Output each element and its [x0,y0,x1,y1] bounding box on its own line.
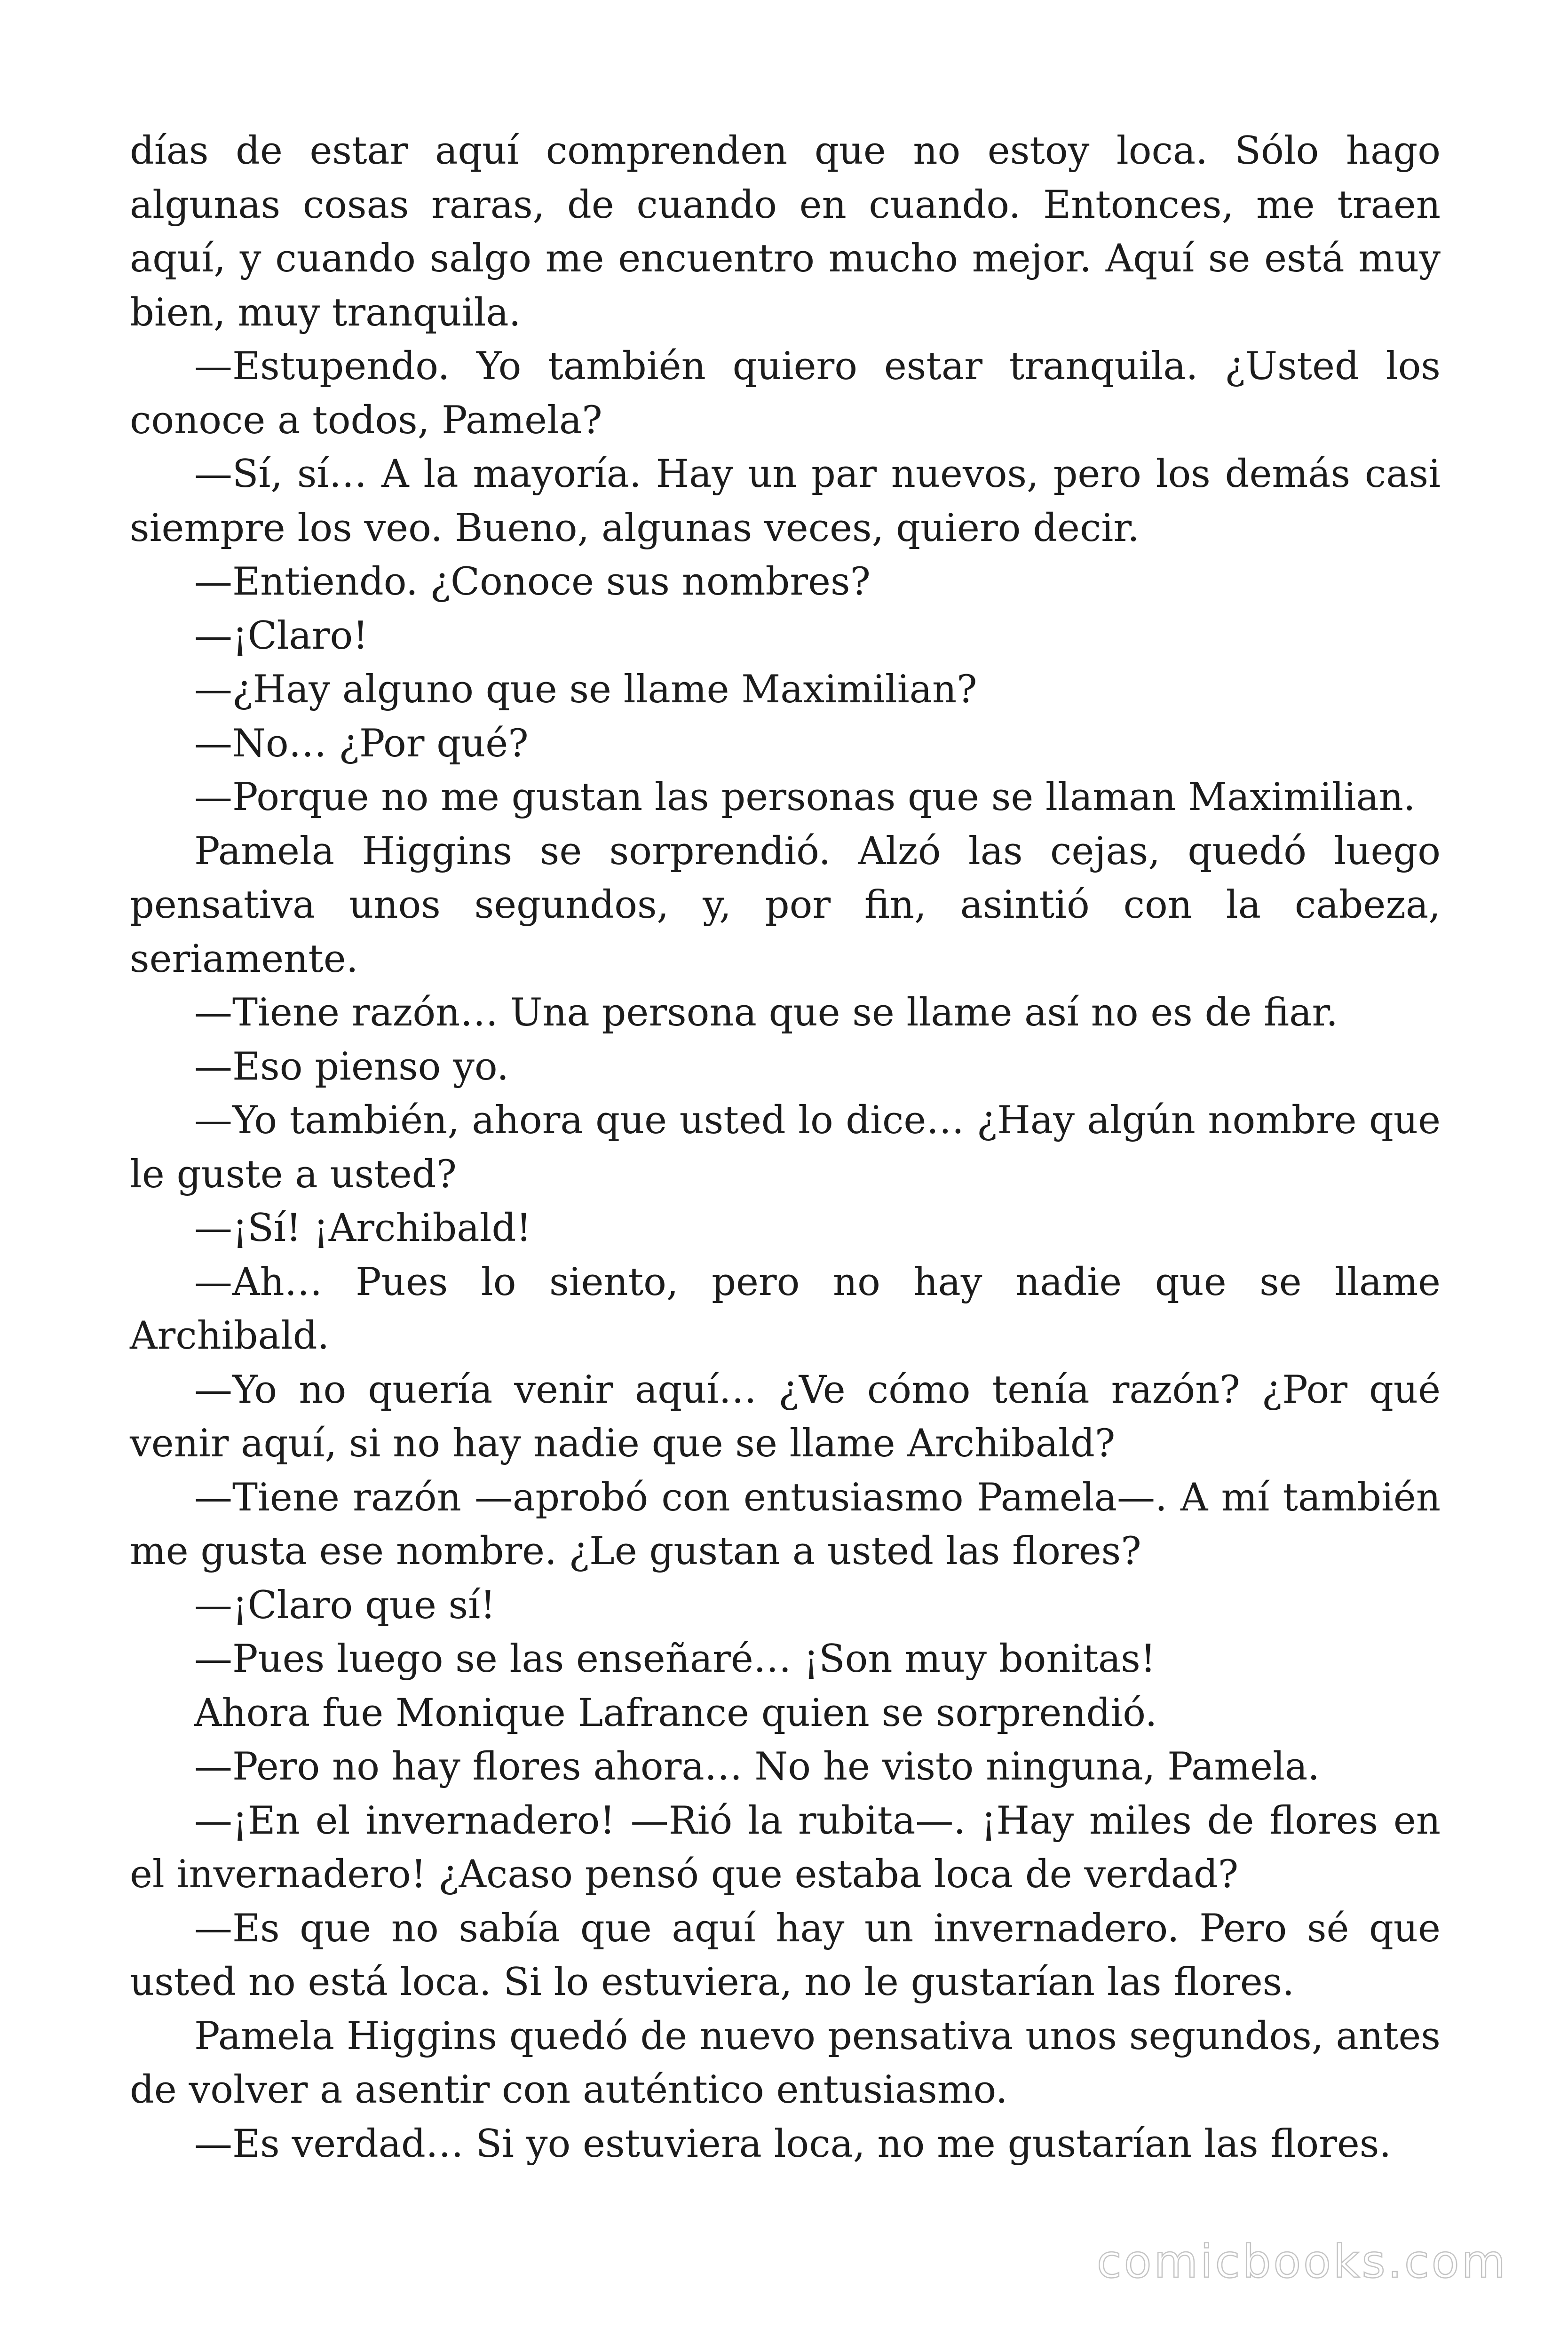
paragraph: —Es que no sabía que aquí hay un invernadero. Pero sé que usted no está loca. Si lo estuviera, no le gustarían las flores. [130,1906,1441,2004]
watermark: comicbooks.com [1096,2235,1508,2288]
paragraph: —Yo también, ahora que usted lo dice… ¿Hay algún nombre que le guste a usted? [130,1098,1441,1197]
paragraph: —¡En el invernadero! —Rió la rubita—. ¡Hay miles de flores en el invernadero! ¿Acaso pensó que estaba loca de verdad? [130,1798,1441,1897]
paragraph: —Pues luego se las enseñaré… ¡Son muy bonitas! [194,1637,1156,1681]
paragraph: —Tiene razón —aprobó con entusiasmo Pamela—. A mí también me gusta ese nombre. ¿Le gustan a usted las flores? [130,1475,1441,1573]
paragraph: —¡Claro! [194,613,368,658]
paragraph: —Es verdad… Si yo estuviera loca, no me gustarían las flores. [194,2122,1392,2166]
paragraph: —¡Claro que sí! [194,1583,496,1628]
paragraph: —Pero no hay flores ahora… No he visto ninguna, Pamela. [194,1745,1320,1789]
paragraph: —Sí, sí… A la mayoría. Hay un par nuevos, pero los demás casi siempre los veo. Bueno, algunas veces, quiero decir. [130,452,1441,550]
paragraph: —Eso pienso yo. [194,1044,509,1089]
paragraph: Pamela Higgins quedó de nuevo pensativa unos segundos, antes de volver a asentir con auténtico entusiasmo. [130,2014,1441,2112]
paragraph: —Ah… Pues lo siento, pero no hay nadie que se llame Archibald. [130,1260,1441,1358]
paragraph: —No… ¿Por qué? [194,721,529,766]
paragraph: —Entiendo. ¿Conoce sus nombres? [194,560,871,604]
paragraph: días de estar aquí comprenden que no estoy loca. Sólo hago algunas cosas raras, de cuando en cuando. Entonces, me traen aquí, y cuando salgo me encuentro mucho mejor. Aquí se está muy bien, muy tranquila. [130,129,1441,335]
paragraph: —¡Sí! ¡Archibald! [194,1206,531,1250]
paragraph: —Yo no quería venir aquí… ¿Ve cómo tenía razón? ¿Por qué venir aquí, si no hay nadie que se llame Archibald? [130,1367,1441,1466]
paragraph: —Tiene razón… Una persona que se llame así no es de fiar. [194,991,1338,1035]
paragraph: —¿Hay alguno que se llame Maximilian? [194,667,977,712]
paragraph: —Porque no me gustan las personas que se llaman Maximilian. [194,775,1416,819]
paragraph: —Estupendo. Yo también quiero estar tranquila. ¿Usted los conoce a todos, Pamela? [130,344,1441,443]
body-text [130,124,1441,2171]
paragraph: Ahora fue Monique Lafrance quien se sorprendió. [194,1691,1157,1735]
paragraph: Pamela Higgins se sorprendió. Alzó las cejas, quedó luego pensativa unos segundos, y, por fin, asintió con la cabeza, seriamente. [130,829,1441,981]
